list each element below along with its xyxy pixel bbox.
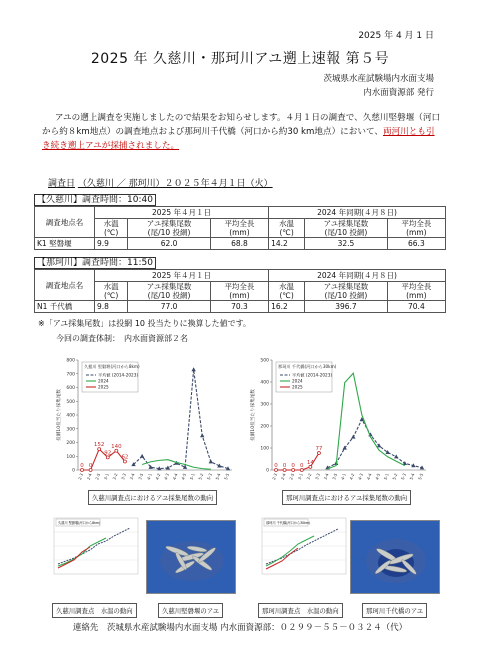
kuji-ytick-label: 500 [66,399,75,405]
naka-ytick-label: 200 [260,424,269,430]
naka-ytick-label: 100 [260,446,269,452]
kuji-legend-label: 2025 [98,384,109,390]
staff-note: 今回の調査体制： 内水面資源部２名 [56,334,188,343]
kuji-xtick-label: 4-2 [154,472,162,481]
kuji-temp-chart [38,514,142,584]
naka-xtick-label: 3-1 [296,472,304,481]
naka-ylabel: 投網10投当たり採集尾数 [251,389,256,441]
naka-data-label: 0 [274,463,278,469]
kuji-xtick-label: 3-4 [128,472,136,481]
kuji-prev-len: 66.3 [387,238,445,250]
naka-point [394,454,398,458]
naka-temp-caption: 那珂川調査点 水温の動向 [258,603,343,618]
naka-legend-label: 平均値 (2014-2023) [292,372,332,378]
kuji-period-prev: 2024 年同期(４月８日) [269,207,446,219]
kuji-chart-caption: 久慈川調査点におけるアユ採集尾数の動向 [88,490,217,505]
naka-photo-image [351,521,440,594]
kuji-ytick-label: 700 [66,372,75,378]
kuji-xtick-label: 4-4 [171,472,179,481]
kuji-xtick-label: 2-3 [77,472,85,481]
kuji-now-catch: 62.0 [128,238,211,250]
naka-header-text: 【那珂川】調査時間：11:50 [34,257,156,269]
kuji-ytick-label: 800 [66,358,75,364]
naka-xtick-label: 3-4 [322,472,330,481]
naka-xtick-label: 5-1 [382,472,390,481]
catch-note: ※「アユ採集尾数」は投網 10 投当たりに換算した値です。 [38,319,251,328]
kuji-chart [52,352,238,492]
kuji-data-label: 62 [121,454,129,461]
kuji-xtick-label: 5-1 [188,472,196,481]
naka-prev-len: 70.4 [387,301,445,313]
naka-ytick-label: 400 [260,380,269,386]
naka-xtick-label: 3-3 [314,472,322,481]
kuji-xtick-label: 3-5 [137,472,145,481]
kuji-xtick-label: 5-2 [197,472,205,481]
kuji-legend-label: 2024 [98,378,109,384]
kuji-period-now: 2025 年４月１日 [95,207,269,219]
survey-date-label: 調査日 [48,179,76,189]
kuji-ytick-label: 400 [66,413,75,419]
kuji-fish-photo [146,520,236,594]
naka-xtick-label: 4-5 [374,472,382,481]
naka-col-site: 調査地点名 [35,270,95,301]
naka-ytick-label: 0 [266,468,269,474]
kuji-data-label: 92 [104,450,112,457]
kuji-xtick-label: 3-3 [120,472,128,481]
kuji-data-label: 0 [80,463,84,469]
kuji-col-site: 調査地点名 [35,207,95,238]
naka-xtick-label: 4-3 [357,472,364,481]
kuji-point [140,454,144,458]
kuji-xtick-label: 3-2 [111,472,119,481]
survey-date-value: （久慈川 ／ 那珂川）２０２５年４月１日（火） [77,179,273,189]
naka-chart [246,352,432,492]
naka-xtick-label: 5-4 [408,472,416,481]
kuji-temp-svg [38,514,142,584]
naka-data-label: 77 [315,446,323,453]
naka-now-temp: 9.8 [95,301,128,313]
naka-h-len-prev: 平均全長 (mm) [387,282,445,301]
intro-text: アユの遡上調査を実施しましたので結果をお知らせします。４月１日の調査で、久慈川堅磐堰（河口から約８km地点）の調査地点および那珂川千代橋（河口から約30 km地点）において、 [42,113,441,137]
survey-date [48,176,273,189]
kuji-xtick-label: 2-5 [94,472,102,481]
naka-h-catch: アユ採集尾数 (尾/10 投網) [128,282,211,301]
naka-header [34,255,156,268]
kuji-series-0 [134,370,228,469]
kuji-h-len-prev: 平均全長 (mm) [387,219,445,238]
naka-xtick-label: 2-3 [271,472,279,481]
kuji-xtick-label: 5-3 [205,472,213,481]
naka-table [34,269,446,313]
naka-fish-photo [350,520,440,594]
kuji-h-len: 平均全長 (mm) [210,219,268,238]
naka-ytick-label: 300 [260,402,269,408]
kuji-site: K1 堅磐堰 [35,238,95,250]
naka-xtick-label: 3-5 [331,472,339,481]
kuji-xtick-label: 3-1 [102,472,110,481]
naka-xtick-label: 4-4 [365,472,373,481]
kuji-table [34,206,446,250]
naka-point [351,435,355,439]
kuji-data-label: 0 [88,463,93,469]
kuji-ytick-label: 600 [66,386,75,391]
naka-temp-svg [246,514,350,584]
naka-temp-chart [246,514,350,584]
kuji-h-temp: 水温 (℃) [95,219,128,238]
kuji-data-label: 140 [111,443,122,450]
naka-temp-inset: 那珂川 千代橋(河口から30km) [266,521,311,525]
naka-ytick-label: 500 [260,358,269,364]
kuji-legend-label: 平均値 (2014-2023) [98,372,138,378]
naka-photo-caption: 那珂川千代橋のアユ [362,603,427,618]
kuji-data-label: 152 [93,442,105,449]
intro-highlight: 両河川とも引き続き遡上アユが採捕されました。 [42,127,435,151]
kuji-h-temp-prev: 水温 (℃) [269,219,305,238]
kuji-now-temp: 9.9 [95,238,128,250]
kuji-ylabel: 投網10投当たり採集尾数 [57,389,62,441]
kuji-xtick-label: 4-5 [180,472,188,481]
kuji-photo-image [147,521,236,594]
kuji-ytick-label: 300 [66,427,75,433]
kuji-h-catch: アユ採集尾数 (尾/10 投網) [128,219,211,238]
kuji-h-catch-prev: アユ採集尾数 (尾/10 投網) [305,219,388,238]
issue-date: 2025 年 4 月 1 日 [358,31,434,41]
publisher-dept: 内水面資源部 発行 [363,88,434,98]
naka-data-label: 0 [300,463,304,469]
kuji-point [200,433,204,437]
kuji-temp-inset: 久慈川 堅磐堰(河口から8km) [58,521,101,525]
naka-prev-catch: 396.7 [305,301,388,313]
kuji-ytick-label: 100 [66,454,75,460]
kuji-prev-temp: 14.2 [269,238,305,250]
kuji-chart-svg [52,352,238,492]
kuji-ytick-label: 0 [72,468,75,474]
naka-xtick-label: 4-1 [339,472,347,481]
naka-h-len: 平均全長 (mm) [210,282,268,301]
kuji-xtick-label: 5-5 [223,472,231,481]
contact-info: 連絡先 茨城県水産試験場内水面支場 内水面資源部：０２９９－５５－０３２４（代） [72,623,408,633]
naka-h-temp-prev: 水温 (℃) [269,282,305,301]
naka-series-1 [328,373,405,469]
naka-data-label: 0 [282,463,287,469]
naka-inset-title: 那珂川 千代橋(河口から30km) [278,364,337,369]
kuji-point [191,367,195,371]
naka-legend-label: 2025 [292,384,303,390]
naka-data-label: 0 [291,463,295,469]
naka-xtick-label: 2-4 [279,472,287,481]
kuji-now-len: 68.8 [210,238,268,250]
kuji-ytick-label: 200 [66,441,75,446]
naka-xtick-label: 2-5 [288,472,296,481]
kuji-inset-title: 久慈川 堅磐堰(河口から8km) [84,364,140,369]
naka-xtick-label: 5-5 [417,472,425,481]
naka-legend-label: 2024 [292,378,303,384]
naka-xtick-label: 5-3 [399,472,407,481]
naka-chart-caption: 那珂川調査点におけるアユ採集尾数の動向 [282,490,411,505]
naka-site: N1 千代橋 [35,301,95,313]
kuji-xtick-label: 2-4 [85,472,93,481]
naka-chart-svg [246,352,432,492]
publisher-org: 茨城県水産試験場内水面支場 [323,74,434,84]
naka-h-temp: 水温 (℃) [95,282,128,301]
kuji-header-text: 【久慈川】調査時間：10:40 [34,194,156,206]
kuji-prev-catch: 32.5 [305,238,388,250]
kuji-xtick-label: 4-3 [163,472,170,481]
kuji-point [209,459,213,463]
page-title: 2025 年 久慈川・那珂川アユ遡上速報 第５号 [90,51,390,67]
naka-h-catch-prev: アユ採集尾数 (尾/10 投網) [305,282,388,301]
naka-data-label: 14 [306,459,314,466]
kuji-header [34,192,156,205]
naka-now-len: 70.3 [210,301,268,313]
naka-prev-temp: 16.2 [269,301,305,313]
naka-now-catch: 77.0 [128,301,211,313]
intro-paragraph [42,111,442,153]
kuji-temp-caption: 久慈川調査点 水温の動向 [52,603,137,618]
kuji-xtick-label: 4-1 [145,472,153,481]
naka-period-now: 2025 年４月１日 [95,270,269,282]
naka-xtick-label: 3-2 [305,472,313,481]
naka-period-prev: 2024 年同期(４月８日) [269,270,446,282]
kuji-photo-caption: 久慈川堅磐堰のアユ [158,603,223,618]
kuji-xtick-label: 5-4 [214,472,222,481]
naka-xtick-label: 4-2 [348,472,356,481]
naka-xtick-label: 5-2 [391,472,399,481]
